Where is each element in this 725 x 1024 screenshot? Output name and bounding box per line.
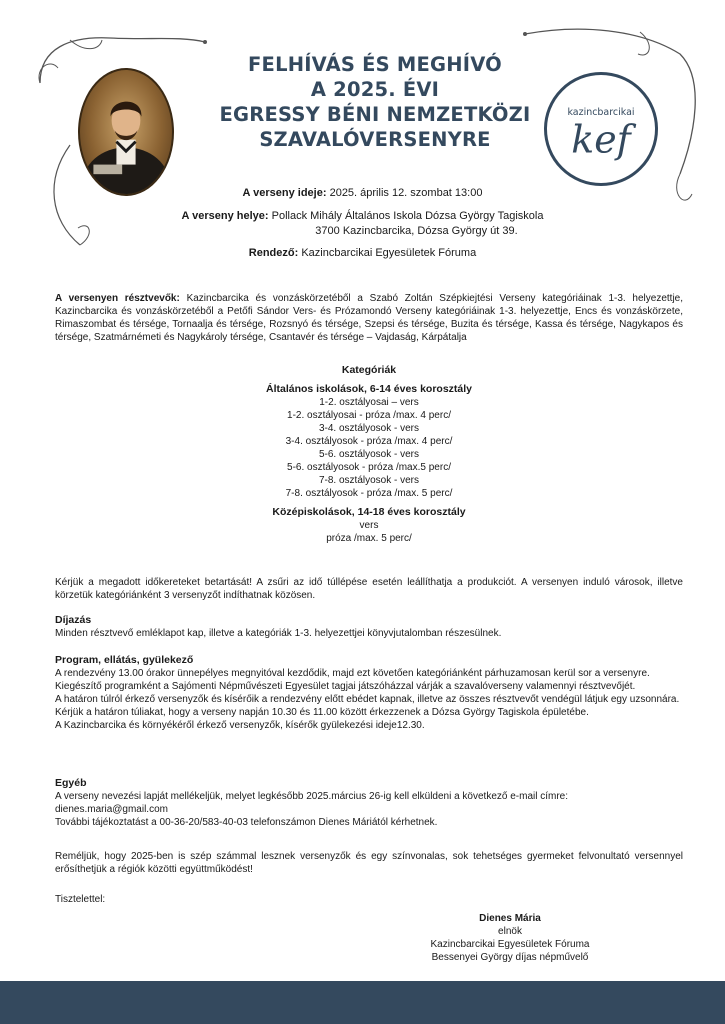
other-heading: Egyéb [55, 777, 87, 789]
footer-bar [0, 981, 725, 1024]
program-line: Kérjük a határon túliakat, hogy a verseny napján 10.30 és 11.00 között érkezzenek a Dózsa György Tagiskola épületébe. [55, 707, 589, 718]
category-item: 7-8. osztályosok - próza /max. 5 perc/ [285, 488, 453, 499]
other-line1: A verseny nevezési lapját mellékeljük, melyet legkésőbb 2025.március 26-ig kell elküldeni a következő e-mail címre: [55, 791, 569, 802]
title-line-1: FELHÍVÁS ÉS MEGHÍVÓ [248, 53, 502, 76]
kef-logo [544, 72, 658, 186]
portrait-image [78, 68, 174, 196]
categories-title: Kategóriák [341, 364, 397, 376]
signature-block [400, 912, 620, 964]
category-item: vers [359, 520, 379, 531]
participants-text: Kazincbarcika és vonzáskörzetéből a Szabó Zoltán Szépkiejtési Verseny kategóriáinak 1-3. helyezettje, Kazincbarcika és vonzáskörzetéből a Petőfi Sándor Vers- és Prózamondó Verseny kategóriáinak 1-3. helyezettje, Encs és vonzáskörzete, Rimaszombat és térsége, Tornaalja és térsége, Rozsnyó és térsége, Szepsi és térsége, Buzita és térsége, Kassa és térsége, Nagykapos és térsége, Szatmárnémeti és Nagykároly térsége, Csantavér és térsége – Vajdaság, Kárpátalja [55, 293, 684, 343]
primary-category-title: Általános iskolások, 6-14 éves korosztály [265, 383, 473, 395]
contact-email: dienes.maria@gmail.com [55, 804, 168, 815]
prizes-text: Minden résztvevő emléklapot kap, illetve a kategóriák 1-3. helyezettjei könyvjutalomban részesülnek. [55, 628, 502, 639]
venue-value-line1: Pollack Mihály Általános Iskola Dózsa György Tagiskola [271, 210, 544, 222]
logo-text-main: kef [571, 117, 631, 162]
event-date [0, 187, 725, 199]
event-venue [0, 210, 725, 222]
title-line-3: EGRESSY BÉNI NEMZETKÖZI [219, 103, 531, 126]
signature-name: Dienes Mária [479, 913, 541, 924]
title-line-2: A 2025. ÉVI [310, 78, 440, 101]
category-item: 1-2. osztályosai - próza /max. 4 perc/ [287, 410, 451, 421]
category-item: 5-6. osztályosok - vers [318, 449, 420, 460]
signature-award: Bessenyei György díjas népművelő [431, 952, 589, 963]
closing-paragraph: Reméljük, hogy 2025-ben is szép számmal lesznek versenyzők és egy színvonalas, sok tehetséges gyermeket felvonultató versennyel erősíthetjük a régiók közötti együttműködést! [55, 851, 683, 875]
document-title [200, 52, 550, 152]
category-item: 1-2. osztályosai – vers [319, 397, 419, 408]
contact-phone: További tájékoztatást a 00-36-20/583-40-03 telefonszámon Dienes Máriától kérhetnek. [55, 817, 438, 828]
logo-text-top: kazincbarcikai [567, 106, 635, 118]
category-item: 5-6. osztályosok - próza /max.5 perc/ [287, 462, 451, 473]
program-section [55, 654, 683, 732]
participants-label: A versenyen résztvevők: [55, 293, 180, 304]
category-item: 3-4. osztályosok - próza /max. 4 perc/ [285, 436, 453, 447]
venue-value-line2: 3700 Kazincbarcika, Dózsa György út 39. [315, 225, 518, 237]
program-heading: Program, ellátás, gyülekező [55, 654, 194, 666]
category-item: 3-4. osztályosok - vers [318, 423, 420, 434]
organizer-value: Kazincbarcikai Egyesületek Fóruma [301, 247, 477, 259]
venue-address [0, 225, 725, 237]
other-section [55, 777, 683, 829]
signature-org: Kazincbarcikai Egyesületek Fóruma [430, 939, 590, 950]
program-line: A határon túlról érkező versenyzők és kísérőik a rendezvény előtt ebédet kapnak, illetve az összes résztvevőt vendégül látjuk egy uzsonnára. [55, 694, 680, 705]
program-line: A Kazincbarcika és környékéről érkező versenyzők, kísérők gyülekezési ideje12.30. [55, 720, 425, 731]
participants-paragraph [55, 292, 683, 344]
program-line: Kiegészítő programként a Sajómenti Népművészeti Egyesület tagjai játszóházzal várják a szavalóverseny valamennyi résztvevőjét. [55, 681, 636, 692]
date-label: A verseny ideje: [242, 187, 327, 199]
title-line-4: SZAVALÓVERSENYRE [259, 128, 491, 151]
signature-role: elnök [498, 926, 522, 937]
regards-text: Tisztelettel: [55, 894, 106, 905]
organizer-label: Rendező: [248, 247, 299, 259]
prizes-heading: Díjazás [55, 614, 92, 626]
event-organizer [0, 247, 725, 259]
prizes-section [55, 614, 683, 640]
program-line: A rendezvény 13.00 órakor ünnepélyes megnyitóval kezdődik, majd ezt követően kategóriánként párhuzamosan kerül sor a versenyre. [55, 668, 650, 679]
category-item: 7-8. osztályosok - vers [318, 475, 420, 486]
venue-label: A verseny helye: [181, 210, 269, 222]
categories-section [55, 364, 683, 545]
time-limit-note: Kérjük a megadott időkereteket betartását! A zsűri az idő túllépése esetén leállíthatja a produkciót. A versenyen induló városok, illetve körzetük kategóriánként 3 versenyzőt indíthatnak közösen. [55, 577, 683, 601]
secondary-category-title: Középiskolások, 14-18 éves korosztály [272, 506, 466, 518]
category-item: próza /max. 5 perc/ [326, 533, 412, 544]
date-value: 2025. április 12. szombat 13:00 [329, 187, 483, 199]
